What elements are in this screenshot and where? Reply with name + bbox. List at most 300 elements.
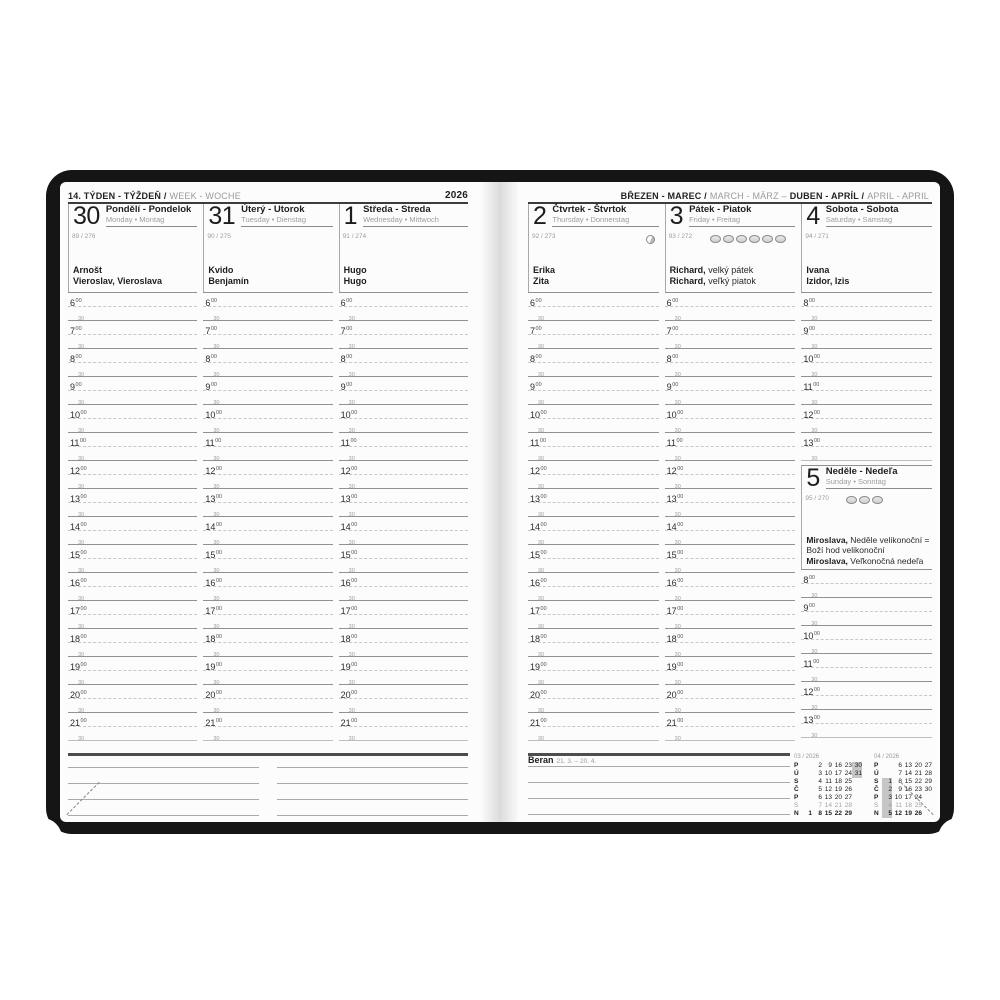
time-slot-half-row: [339, 726, 468, 740]
moon-phase-icon-row: [646, 235, 655, 244]
half-hour-label: 30: [213, 540, 220, 544]
hour-label: $8^{00}$: [70, 354, 82, 362]
time-slot-half-row: [203, 726, 332, 740]
time-slot-half-row: [68, 446, 197, 460]
minutes-superscript: 00: [677, 718, 684, 724]
day-header-sun: [801, 465, 932, 569]
note-line: [528, 767, 790, 783]
hour-label: $10^{00}$: [205, 410, 222, 418]
note-line: [68, 800, 259, 816]
month-label-intl-1: MARCH - MÄRZ –: [709, 191, 787, 201]
day-column-tue: [203, 204, 332, 741]
time-slot-half-row: [203, 390, 332, 404]
page-gutter: [480, 182, 520, 822]
name-day-line: [533, 265, 657, 276]
diary-pages: [60, 182, 940, 822]
name-day-name: Erika: [533, 265, 556, 275]
minutes-superscript: 00: [215, 550, 222, 556]
hour-label: $12^{00}$: [530, 466, 547, 474]
mini-calendar-date: 29: [844, 810, 852, 817]
mini-calendar-date: 22: [914, 778, 922, 785]
hour-label: $7^{00}$: [666, 326, 679, 334]
time-slot-half-row: [528, 390, 659, 404]
time-slot-half-row: [203, 502, 332, 516]
minutes-superscript: 00: [808, 575, 815, 581]
mini-calendar-date: 24: [914, 794, 922, 801]
time-slot-hour-row: [203, 628, 332, 642]
minutes-superscript: 00: [540, 718, 547, 724]
hour-label: $12^{00}$: [70, 466, 87, 474]
mini-calendar-date: 27: [844, 794, 852, 801]
mini-calendar-row: [794, 778, 862, 786]
time-grid: [339, 292, 468, 741]
name-day-name: Miroslava,: [806, 534, 848, 545]
hour-label: $21^{00}$: [205, 718, 222, 726]
time-slot-half-row: [801, 611, 932, 625]
time-slot-half-row: [665, 530, 796, 544]
mini-calendar-date: 9: [828, 762, 832, 769]
time-slot-half-row: [665, 614, 796, 628]
hour-label: $13^{00}$: [803, 715, 820, 723]
time-slot-half-row: [203, 698, 332, 712]
mini-calendar-date: 22: [834, 810, 842, 817]
time-slot-half-row: [203, 530, 332, 544]
zodiac-notes-zone: [528, 753, 790, 815]
half-hour-label: 30: [538, 456, 545, 460]
minutes-superscript: 00: [813, 354, 820, 360]
right-days-row: [528, 204, 932, 741]
time-slot-hour-row: [68, 656, 197, 670]
time-slot-half-row: [68, 362, 197, 376]
mini-calendar-date: 14: [824, 802, 832, 809]
mini-calendar-row: [794, 794, 862, 802]
time-slot-hour-row: [68, 600, 197, 614]
half-hour-label: 30: [78, 652, 85, 656]
minutes-superscript: 00: [351, 550, 358, 556]
time-slot-hour-row: [665, 488, 796, 502]
name-day-line: [670, 265, 794, 276]
month-label-intl-2: APRIL - APRIL: [867, 191, 929, 201]
zodiac-name: Beran: [528, 755, 554, 765]
hour-label: $18^{00}$: [530, 634, 547, 642]
hour-label: $18^{00}$: [205, 634, 222, 642]
day-name-cz-sk: Úterý - Utorok: [241, 204, 305, 215]
minutes-superscript: 00: [80, 690, 87, 696]
hour-label: $19^{00}$: [70, 662, 87, 670]
holiday-country-badge-icon: [736, 235, 747, 243]
minutes-superscript: 00: [351, 522, 358, 528]
time-slot-half-row: [339, 446, 468, 460]
right-notes-area: [528, 753, 932, 817]
mini-calendar-date: 3: [818, 770, 822, 777]
time-slot-half-row: [665, 698, 796, 712]
minutes-superscript: 00: [350, 438, 357, 444]
hour-label: $17^{00}$: [70, 606, 87, 614]
hour-label: $20^{00}$: [340, 690, 358, 698]
half-hour-label: 30: [348, 652, 355, 656]
mini-calendar-date: 18: [904, 802, 912, 809]
mini-calendar-row: [794, 762, 862, 770]
time-slot-hour-row: [339, 600, 468, 614]
left-notes-area: [68, 753, 468, 817]
time-slot-half-row: [528, 474, 659, 488]
mini-calendar-date: 26: [914, 810, 922, 817]
name-day-line: [73, 265, 195, 276]
mini-calendar-date: 15: [824, 810, 832, 817]
hour-label: $11^{00}$: [803, 659, 820, 667]
hour-label: $17^{00}$: [205, 606, 222, 614]
note-line: [68, 768, 259, 784]
half-hour-label: 30: [538, 652, 545, 656]
hour-label: $7^{00}$: [70, 326, 82, 334]
minutes-superscript: 00: [351, 578, 358, 584]
half-hour-label: 30: [538, 372, 545, 376]
time-slot-hour-row: [528, 432, 659, 446]
time-slot-hour-row: [68, 684, 197, 698]
holiday-country-badge-icon: [859, 496, 870, 504]
name-day-name: Zita: [533, 276, 550, 286]
minutes-superscript: 00: [813, 382, 820, 388]
half-hour-label: 30: [674, 456, 681, 460]
half-hour-label: 30: [538, 596, 545, 600]
minutes-superscript: 00: [539, 438, 546, 444]
mini-calendar-date: 7: [898, 770, 902, 777]
half-hour-label: 30: [674, 344, 681, 348]
hour-label: $15^{00}$: [70, 550, 87, 558]
month-header: [528, 187, 932, 204]
weekday-letter: Č: [794, 786, 799, 793]
time-slot-hour-row: [339, 628, 468, 642]
time-slot-hour-row: [528, 544, 659, 558]
hour-label: $8^{00}$: [666, 354, 679, 362]
mini-calendar-date: 10: [824, 770, 832, 777]
half-hour-label: 30: [213, 316, 220, 320]
day-number: 5: [806, 464, 820, 492]
note-line: [277, 800, 468, 816]
hour-label: $21^{00}$: [666, 718, 684, 726]
mini-calendar-date: 18: [834, 778, 842, 785]
minutes-superscript: 00: [75, 354, 82, 360]
time-slot-hour-row: [528, 600, 659, 614]
time-grid: [68, 292, 197, 741]
time-slot-half-row: [665, 670, 796, 684]
time-slot-half-row: [203, 306, 332, 320]
minutes-superscript: 00: [215, 690, 222, 696]
half-hour-label: 30: [348, 428, 355, 432]
mini-calendar-title: 03 / 2026: [794, 754, 820, 760]
day-name-en-de: Thursday • Donnerstag: [552, 215, 630, 224]
half-hour-label: 30: [348, 568, 355, 572]
half-hour-label: 30: [538, 680, 545, 684]
hour-label: $10^{00}$: [340, 410, 358, 418]
minutes-superscript: 00: [80, 550, 87, 556]
hour-label: $7^{00}$: [340, 326, 353, 334]
minutes-superscript: 00: [540, 606, 547, 612]
time-slot-half-row: [801, 695, 932, 709]
time-slot-hour-row: [68, 572, 197, 586]
minutes-superscript: 00: [813, 631, 820, 637]
time-slot-hour-row: [339, 432, 468, 446]
time-slot-hour-row: [665, 628, 796, 642]
half-hour-label: 30: [811, 705, 818, 709]
name-day-name: Kvido: [208, 265, 234, 275]
half-hour-label: 30: [538, 428, 545, 432]
hour-label: $13^{00}$: [340, 494, 358, 502]
time-slot-hour-row: [665, 404, 796, 418]
day-name-en-de: Sunday • Sonntag: [825, 477, 886, 486]
minutes-superscript: 00: [677, 466, 684, 472]
time-slot-half-row: [68, 642, 197, 656]
minutes-superscript: 00: [540, 522, 547, 528]
half-hour-label: 30: [348, 400, 355, 404]
minutes-superscript: 00: [672, 382, 679, 388]
mini-calendar-date: 17: [834, 770, 842, 777]
half-hour-label: 30: [538, 540, 545, 544]
time-slot-hour-row: [203, 292, 332, 306]
mini-calendar-date: 1: [882, 778, 892, 786]
name-day-line: [670, 276, 794, 287]
day-number: 3: [669, 202, 684, 230]
time-slot-hour-row: [528, 712, 659, 726]
half-hour-label: 30: [811, 344, 818, 348]
half-hour-label: 30: [674, 652, 681, 656]
name-day-line: [806, 556, 930, 567]
minutes-superscript: 00: [346, 354, 353, 360]
minutes-superscript: 00: [80, 662, 87, 668]
half-hour-label: 30: [78, 372, 85, 376]
hour-label: $19^{00}$: [340, 662, 358, 670]
minutes-superscript: 00: [79, 438, 86, 444]
time-slot-half-row: [801, 446, 932, 460]
hour-label: $6^{00}$: [530, 298, 542, 306]
mini-calendar-date: 24: [844, 770, 852, 777]
mini-calendar: [794, 753, 862, 818]
minutes-superscript: 00: [75, 326, 82, 332]
hour-label: $20^{00}$: [530, 690, 547, 698]
minutes-superscript: 00: [215, 718, 222, 724]
time-slot-hour-row: [801, 348, 932, 362]
notes-lines-right: [277, 757, 468, 816]
time-slot-half-row: [665, 362, 796, 376]
hour-label: $16^{00}$: [205, 578, 222, 586]
mini-calendar-row: [794, 810, 862, 818]
time-slot-hour-row: [68, 404, 197, 418]
time-slot-half-row: [528, 558, 659, 572]
note-line: [68, 757, 259, 768]
mini-calendar-date: 11: [895, 802, 902, 809]
hour-label: $8^{00}$: [530, 354, 542, 362]
time-slot-half-row: [801, 362, 932, 376]
mini-calendar-date: 10: [894, 794, 902, 801]
time-slot-hour-row: [68, 712, 197, 726]
mini-calendar-date: 8: [818, 810, 822, 817]
half-hour-label: 30: [78, 568, 85, 572]
holiday-text: veľký piatok: [705, 276, 756, 286]
time-slot-hour-row: [68, 292, 197, 306]
time-slot-half-row: [203, 474, 332, 488]
time-slot-half-row: [801, 334, 932, 348]
mini-calendar-date: 11: [825, 778, 832, 785]
time-slot-hour-row: [203, 376, 332, 390]
half-hour-label: 30: [674, 596, 681, 600]
half-hour-label: 30: [811, 456, 818, 460]
mini-calendar-date: 9: [898, 786, 902, 793]
weekday-letter: Č: [874, 786, 879, 793]
hour-label: $11^{00}$: [70, 438, 86, 446]
time-slot-hour-row: [339, 292, 468, 306]
time-slot-half-row: [528, 586, 659, 600]
hour-label: $7^{00}$: [205, 326, 217, 334]
mini-calendar-date: 21: [834, 802, 842, 809]
hour-label: $9^{00}$: [803, 603, 815, 611]
time-slot-hour-row: [801, 597, 932, 611]
minutes-superscript: 00: [351, 662, 358, 668]
name-day-line: [533, 276, 657, 287]
time-slot-hour-row: [801, 404, 932, 418]
mini-calendar-date: 16: [834, 762, 842, 769]
hour-label: $18^{00}$: [70, 634, 87, 642]
time-slot-half-row: [665, 334, 796, 348]
holiday-country-badge-icon: [723, 235, 734, 243]
half-hour-label: 30: [78, 624, 85, 628]
hour-label: $9^{00}$: [666, 382, 679, 390]
hour-label: $12^{00}$: [205, 466, 222, 474]
time-slot-half-row: [528, 334, 659, 348]
name-day-line: [806, 265, 930, 276]
time-slot-hour-row: [665, 376, 796, 390]
time-slot-half-row: [339, 334, 468, 348]
holiday-country-badge-icon: [775, 235, 786, 243]
half-hour-label: 30: [213, 736, 220, 740]
minutes-superscript: 00: [346, 382, 353, 388]
hour-label: $21^{00}$: [530, 718, 547, 726]
minutes-superscript: 00: [215, 466, 222, 472]
time-slot-hour-row: [203, 348, 332, 362]
time-slot-half-row: [528, 362, 659, 376]
week-label: 14. TÝDEN - TÝŽDEŇ /: [68, 191, 167, 201]
half-hour-label: 30: [811, 316, 818, 320]
time-slot-hour-row: [665, 320, 796, 334]
half-hour-label: 30: [674, 680, 681, 684]
half-hour-label: 30: [78, 540, 85, 544]
holiday-text: Veľkonočná nedeľa: [847, 555, 924, 566]
time-slot-half-row: [528, 726, 659, 740]
minutes-superscript: 00: [346, 298, 353, 304]
hour-label: $20^{00}$: [205, 690, 222, 698]
name-day-name: Miroslava,: [806, 555, 848, 566]
time-slot-hour-row: [801, 320, 932, 334]
time-slot-hour-row: [68, 516, 197, 530]
zodiac-label: [528, 755, 596, 765]
minutes-superscript: 00: [80, 718, 87, 724]
time-slot-hour-row: [339, 656, 468, 670]
name-day-entries: [533, 265, 657, 287]
minutes-superscript: 00: [813, 410, 820, 416]
time-slot-hour-row: [801, 569, 932, 583]
hour-label: $12^{00}$: [803, 687, 820, 695]
half-hour-label: 30: [538, 736, 545, 740]
day-column-thu: [528, 204, 659, 741]
minutes-superscript: 00: [351, 606, 358, 612]
minutes-superscript: 00: [351, 410, 358, 416]
holiday-country-badge-icon: [846, 496, 857, 504]
time-slot-half-row: [801, 723, 932, 737]
time-slot-half-row: [203, 614, 332, 628]
hour-label: $9^{00}$: [803, 326, 815, 334]
hour-label: $8^{00}$: [205, 354, 217, 362]
time-slot-hour-row: [203, 460, 332, 474]
time-slot-half-row: [203, 642, 332, 656]
time-slot-half-row: [665, 446, 796, 460]
time-slot-half-row: [203, 418, 332, 432]
hour-label: $6^{00}$: [340, 298, 353, 306]
half-hour-label: 30: [78, 736, 85, 740]
half-hour-label: 30: [811, 649, 818, 653]
day-name-en-de: Saturday • Samstag: [825, 215, 893, 224]
day-header-fri: [665, 204, 796, 292]
time-slot-half-row: [801, 639, 932, 653]
name-day-name: Izidor, Izis: [806, 276, 850, 286]
time-slot-half-row: [339, 362, 468, 376]
time-slot-hour-row: [665, 516, 796, 530]
time-slot-half-row: [665, 642, 796, 656]
mini-calendar-date: 19: [834, 786, 842, 793]
minutes-superscript: 00: [808, 603, 815, 609]
half-hour-label: 30: [78, 400, 85, 404]
time-slot-half-row: [528, 530, 659, 544]
half-hour-label: 30: [348, 680, 355, 684]
name-day-entries: [344, 265, 466, 287]
time-slot-half-row: [528, 306, 659, 320]
mini-calendar-date: 20: [914, 762, 922, 769]
mini-calendar-row: [874, 794, 932, 802]
time-slot-hour-row: [203, 572, 332, 586]
hour-label: $10^{00}$: [666, 410, 684, 418]
time-slot-half-row: [339, 670, 468, 684]
half-hour-label: 30: [78, 484, 85, 488]
minutes-superscript: 00: [80, 522, 87, 528]
half-hour-label: 30: [674, 512, 681, 516]
time-grid: [801, 569, 932, 738]
day-of-year: 92 / 273: [532, 233, 556, 240]
time-slot-hour-row: [665, 292, 796, 306]
minutes-superscript: 00: [215, 410, 222, 416]
hour-label: $8^{00}$: [803, 575, 815, 583]
minutes-superscript: 00: [80, 606, 87, 612]
time-slot-half-row: [528, 670, 659, 684]
hour-label: $11^{00}$: [530, 438, 546, 446]
time-slot-half-row: [68, 558, 197, 572]
time-slot-half-row: [68, 530, 197, 544]
weekday-letter: Ú: [874, 770, 879, 777]
time-slot-hour-row: [801, 681, 932, 695]
name-day-name: Ivana: [806, 265, 830, 275]
minutes-superscript: 00: [80, 578, 87, 584]
note-line: [528, 783, 790, 799]
time-slot-hour-row: [203, 320, 332, 334]
mini-calendar-row: [794, 770, 862, 778]
hour-label: $19^{00}$: [205, 662, 222, 670]
half-hour-label: 30: [674, 708, 681, 712]
time-slot-hour-row: [339, 376, 468, 390]
minutes-superscript: 00: [346, 326, 353, 332]
time-slot-half-row: [339, 474, 468, 488]
time-slot-hour-row: [801, 376, 932, 390]
time-slot-hour-row: [528, 572, 659, 586]
minutes-superscript: 00: [677, 662, 684, 668]
minutes-superscript: 00: [677, 410, 684, 416]
note-line: [277, 757, 468, 768]
